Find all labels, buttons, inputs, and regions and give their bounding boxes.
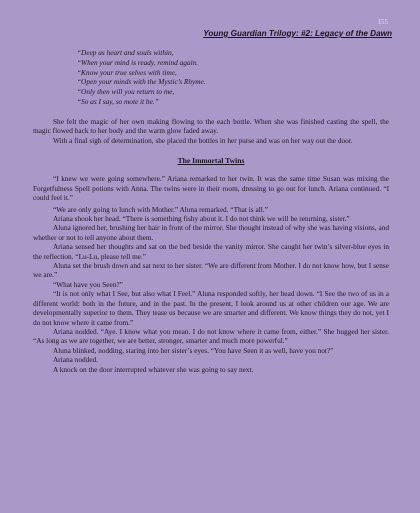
poem-verse <box>77 48 389 107</box>
paragraph: She felt the magic of her own making flowing to the each bottle. When she was finished casting the spell, the magic flowed back to her body and the warm glow faded away. <box>33 116 389 136</box>
poem-line: “Deep as heart and souls within, <box>77 48 174 57</box>
poem-line: “Know your true selves with time, <box>77 67 177 77</box>
paragraph: With a final sigh of determination, she placed the bottles in her purse and was on her way out the door. <box>53 135 353 145</box>
paragraph: A knock on the door interrupted whatever she was going to say next. <box>53 364 254 374</box>
paragraph: Ariana shook her head. “There is something fishy about it. I do not think we will be returning, sister.” <box>53 214 350 224</box>
paragraph: Aluna set the brush down and sat next to her sister. “We are different from Mother. I do not know how, but I sense we are.” <box>33 261 389 280</box>
paragraph: Ariana sensed her thoughts and sat on the bed beside the vanity mirror. She caught her twin’s silver-blue eyes in the reflection. “Lu-Lu, please tell me.” <box>33 242 389 261</box>
page-body <box>33 48 389 374</box>
paragraph: Aluna ignored her, brushing her hair in front of the mirror. She thought instead of why she was having visions, and whether or not to tell anyone about them. <box>33 223 389 242</box>
poem-line: “Open your minds with the Mystic’s Rhyme. <box>77 77 206 87</box>
running-header: Young Guardian Trilogy: #2: Legacy of the Dawn <box>203 29 392 38</box>
chapter-title: The Immortal Twins <box>177 156 245 165</box>
poem-line: “Only then will you return to me, <box>77 87 175 97</box>
narrative-section <box>33 117 389 145</box>
paragraph: “What have you Seen?” <box>53 279 123 289</box>
paragraph: Aluna blinked, nodding, staring into her sister’s eyes. “You have Seen it as well, have you not?” <box>53 345 334 355</box>
paragraph: “We are only going to lunch with Mother.” Aluna remarked. “That is all.” <box>53 204 268 214</box>
paragraph: “It is not only what I See, but also what I Feel.” Aluna responded softly, her head down. “I See the two of us in a different world: both in the future, and in the past. In the present, I look around us at other children our age. We are developmentally superior to them. They tease us because we are smarter and different. We know things they do not, yet I do not know where it came from.” <box>33 289 389 327</box>
poem-line: “When your mind is ready, remind again. <box>77 57 199 67</box>
paragraph: “I knew we were going somewhere.” Ariana remarked to her twin. It was the same time Susan was mixing the Forgetfulness Spell potions with Anna. The twins were in their room, dressing to go out for lunch. Ariana continued. “I could feel it.” <box>33 174 389 203</box>
chapter-text <box>33 174 389 374</box>
paragraph: Ariana nodded. “Aye. I know what you mean. I do not know where it came from, either.” She hugged her sister. “As long as we are together, we are better, stronger, smarter and much more powerful.” <box>33 326 389 346</box>
paragraph: Ariana nodded. <box>53 355 98 365</box>
poem-line: “So as I say, so mote it be.” <box>77 96 159 106</box>
page-number: 155 <box>377 18 388 26</box>
